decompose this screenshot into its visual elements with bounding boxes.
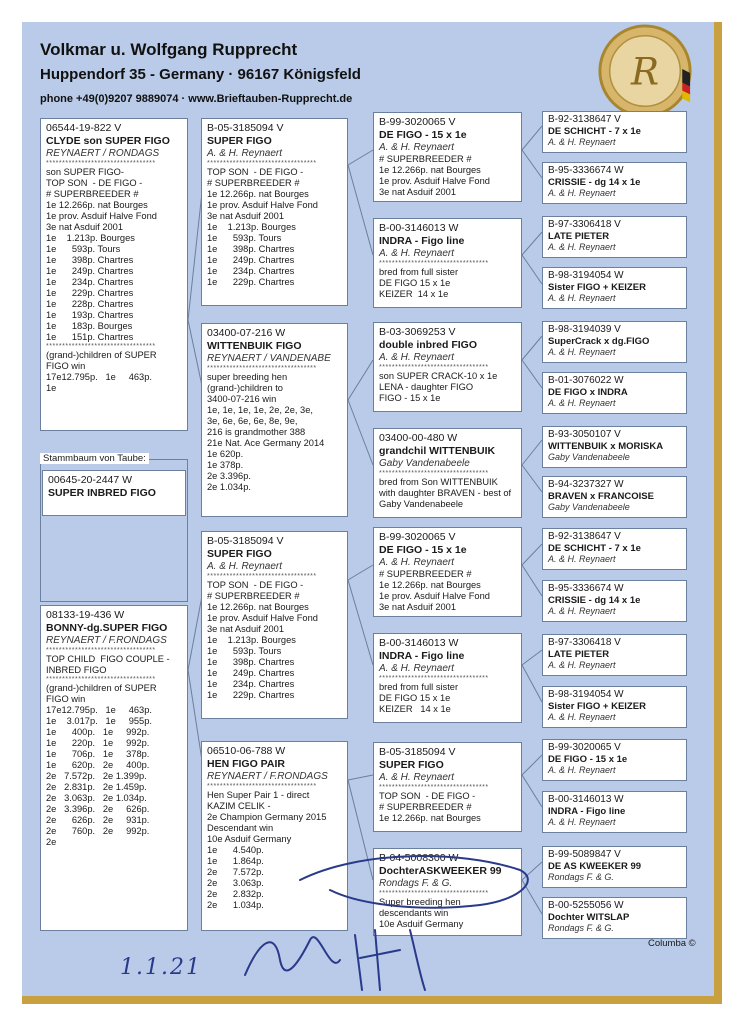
pigeon-info: TOP SON - DE FIGO - # SUPERBREEDER # 1e 12.266p. nat Bourges bbox=[379, 791, 481, 823]
pigeon-name: WITTENBUIK x MORISKA bbox=[548, 441, 664, 452]
breeder-line: A. & H. Reynaert bbox=[548, 712, 616, 722]
breeder-name: Volkmar u. Wolfgang Rupprecht bbox=[40, 40, 298, 59]
separator: ********************************** bbox=[379, 364, 489, 371]
breeder-line: A. & H. Reynaert bbox=[548, 765, 616, 775]
breeder-line: Gaby Vandenabeele bbox=[548, 502, 630, 512]
breeder-line: A. & H. Reynaert bbox=[379, 248, 455, 259]
pigeon-info: bred from Son WITTENBUIK with daughter BRAVEN - best of Gaby Vandenabeele bbox=[379, 477, 512, 509]
pigeon-name: DE FIGO - 15 x 1e bbox=[548, 754, 628, 765]
ring-number: B-00-5255056 W bbox=[548, 900, 624, 911]
breeder-contact: phone +49(0)9207 9889074 · www.Brieftauben-Rupprecht.de bbox=[40, 93, 353, 105]
ring-number: 08133-19-436 W bbox=[46, 609, 125, 621]
ring-number: B-05-3185094 V bbox=[207, 122, 284, 134]
pigeon-name: DE FIGO x INDRA bbox=[548, 387, 628, 398]
ring-number: B-92-3138647 V bbox=[548, 531, 621, 542]
pigeon-name: CRISSIE - dg 14 x 1e bbox=[548, 595, 641, 606]
pigeon-name: double inbred FIGO bbox=[379, 339, 477, 351]
breeder-line: Rondags F. & G. bbox=[379, 878, 453, 889]
breeder-line: Rondags F. & G. bbox=[548, 923, 614, 933]
separator: ********************************** bbox=[379, 675, 489, 682]
breeder-line: A. & H. Reynaert bbox=[548, 554, 616, 564]
breeder-line: A. & H. Reynaert bbox=[207, 148, 283, 159]
ring-number: B-05-3185094 V bbox=[207, 535, 284, 547]
separator: ********************************** bbox=[46, 343, 156, 350]
breeder-line: REYNAERT / F.RONDAGS bbox=[207, 771, 328, 782]
pigeon-info: Hen Super Pair 1 - direct KAZIM CELIK - 2e Champion Germany 2015 Descendant win 10e Asduif Germany 1e 4.540p. 1e 1.864p. 2e 7.572p. 2e 3.063p. 2e 2.832p. 2e 1.034p. bbox=[207, 790, 327, 910]
breeder-line: Gaby Vandenabeele bbox=[379, 458, 470, 469]
breeder-line: A. & H. Reynaert bbox=[548, 137, 616, 147]
ring-number: 03400-00-480 W bbox=[379, 432, 458, 444]
pigeon-info-2: (grand-)children of SUPER FIGO win 17e12.795p. 1e 463p. 1e 3.017p. 1e 955p. 1e 400p. 1e 992p. 1e 220p. 1e 992p. 1e 706p. 1e 378p. 1e 620p. 2e 400p. 2e 7.572p. 2e 1.399p. 2e 2.831p. 2e 1.459p. 2e 3.063p. 2e 1.034p. 2e 3.396p. 2e 626p. 2e 626p. 2e 931p. 2e 760p. 2e 992p. 2e bbox=[46, 683, 157, 847]
pigeon-name: DE AS KWEEKER 99 bbox=[548, 861, 642, 872]
breeder-line: REYNAERT / RONDAGS bbox=[46, 148, 160, 159]
breeder-address: Huppendorf 35 - Germany · 96167 Königsfeld bbox=[40, 66, 361, 83]
separator: ********************************** bbox=[379, 784, 489, 791]
pigeon-name: DE FIGO - 15 x 1e bbox=[379, 544, 467, 556]
ring-number: B-99-3020065 V bbox=[379, 116, 456, 128]
ring-number: B-99-3020065 V bbox=[548, 742, 621, 753]
breeder-line: A. & H. Reynaert bbox=[379, 557, 455, 568]
pigeon-name: Sister FIGO + KEIZER bbox=[548, 701, 646, 712]
ring-number: B-00-3146013 W bbox=[379, 222, 459, 234]
separator: ********************************** bbox=[207, 160, 317, 167]
breeder-line: REYNAERT / VANDENABE bbox=[207, 353, 331, 364]
breeder-line: A. & H. Reynaert bbox=[379, 663, 455, 674]
pigeon-name: DE SCHICHT - 7 x 1e bbox=[548, 126, 641, 137]
breeder-line: A. & H. Reynaert bbox=[379, 142, 455, 153]
ring-number: 06544-19-822 V bbox=[46, 122, 122, 134]
breeder-line: A. & H. Reynaert bbox=[548, 242, 616, 252]
pigeon-name: SUPER INBRED FIGO bbox=[48, 487, 156, 499]
breeder-line: A. & H. Reynaert bbox=[548, 293, 616, 303]
ring-number: B-04-5008300 W bbox=[379, 852, 459, 864]
breeder-line: Rondags F. & G. bbox=[548, 872, 614, 882]
breeder-line: A. & H. Reynaert bbox=[379, 352, 455, 363]
pigeon-info: bred from full sister DE FIGO 15 x 1e KEIZER 14 x 1e bbox=[379, 682, 459, 714]
separator: ********************************** bbox=[46, 676, 156, 683]
pigeon-name: BONNY-dg.SUPER FIGO bbox=[46, 622, 168, 634]
separator: ********************************** bbox=[207, 365, 317, 372]
separator: ********************************** bbox=[46, 160, 156, 167]
pigeon-name: INDRA - Figo line bbox=[548, 806, 626, 817]
ring-number: B-03-3069253 V bbox=[379, 326, 456, 338]
pigeon-info: son SUPER CRACK-10 x 1e LENA - daughter FIGO FIGO - 15 x 1e bbox=[379, 371, 498, 403]
pigeon-name: DE SCHICHT - 7 x 1e bbox=[548, 543, 641, 554]
ring-number: B-01-3076022 W bbox=[548, 375, 624, 386]
stammbaum-label: Stammbaum von Taube: bbox=[40, 453, 149, 464]
breeder-line: A. & H. Reynaert bbox=[548, 398, 616, 408]
ring-number: 06510-06-788 W bbox=[207, 745, 286, 757]
ring-number: B-94-3237327 W bbox=[548, 479, 624, 490]
breeder-line: Gaby Vandenabeele bbox=[548, 452, 630, 462]
breeder-line: A. & H. Reynaert bbox=[548, 347, 616, 357]
pigeon-info: Super breeding hen descendants win 10e Asduif Germany bbox=[379, 897, 464, 929]
pigeon-name: LATE PIETER bbox=[548, 649, 610, 660]
separator: ********************************** bbox=[207, 573, 317, 580]
pigeon-name: DE FIGO - 15 x 1e bbox=[379, 129, 467, 141]
breeder-line: A. & H. Reynaert bbox=[379, 772, 455, 783]
ring-number: B-93-3050107 V bbox=[548, 429, 621, 440]
ring-number: B-05-3185094 V bbox=[379, 746, 456, 758]
pigeon-info: TOP CHILD FIGO COUPLE - INBRED FIGO bbox=[46, 654, 170, 675]
pigeon-name: CLYDE son SUPER FIGO bbox=[46, 135, 170, 147]
pigeon-name: SUPER FIGO bbox=[207, 548, 272, 560]
breeder-line: A. & H. Reynaert bbox=[207, 561, 283, 572]
pigeon-name: DochterASKWEEKER 99 bbox=[379, 865, 502, 877]
pigeon-name: grandchil WITTENBUIK bbox=[379, 445, 496, 457]
handwritten-date: 1.1.21 bbox=[120, 955, 202, 980]
pigeon-name: INDRA - Figo line bbox=[379, 235, 465, 247]
ring-number: B-98-3194054 W bbox=[548, 270, 624, 281]
breeder-line: A. & H. Reynaert bbox=[548, 188, 616, 198]
ring-number: B-95-3336674 W bbox=[548, 583, 624, 594]
pigeon-name: Dochter WITSLAP bbox=[548, 912, 630, 923]
columba-brand: Columba © bbox=[648, 938, 696, 949]
pigeon-name: BRAVEN x FRANCOISE bbox=[548, 491, 654, 502]
ring-number: B-00-3146013 W bbox=[548, 794, 624, 805]
ring-number: B-92-3138647 V bbox=[548, 114, 621, 125]
pigeon-name: SUPER FIGO bbox=[207, 135, 272, 147]
breeder-line: A. & H. Reynaert bbox=[548, 817, 616, 827]
pigeon-name: LATE PIETER bbox=[548, 231, 610, 242]
separator: ********************************** bbox=[379, 890, 489, 897]
ring-number: 03400-07-216 W bbox=[207, 327, 286, 339]
pigeon-info: # SUPERBREEDER # 1e 12.266p. nat Bourges 1e prov. Asduif Halve Fond 3e nat Asduif 2001 bbox=[379, 569, 490, 612]
pigeon-name: CRISSIE - dg 14 x 1e bbox=[548, 177, 641, 188]
breeder-line: A. & H. Reynaert bbox=[548, 660, 616, 670]
ring-number: B-99-5089847 V bbox=[548, 849, 621, 860]
pigeon-name: WITTENBUIK FIGO bbox=[207, 340, 302, 352]
pigeon-info: # SUPERBREEDER # 1e 12.266p. nat Bourges 1e prov. Asduif Halve Fond 3e nat Asduif 2001 bbox=[379, 154, 490, 197]
ring-number: B-98-3194054 W bbox=[548, 689, 624, 700]
ring-number: B-95-3336674 W bbox=[548, 165, 624, 176]
pigeon-info: bred from full sister DE FIGO 15 x 1e KEIZER 14 x 1e bbox=[379, 267, 459, 299]
pigeon-info: TOP SON - DE FIGO - # SUPERBREEDER # 1e 12.266p. nat Bourges 1e prov. Asduif Halve Fond 3e nat Asduif 2001 1e 1.213p. Bourges 1e 593p. Tours 1e 398p. Chartres 1e 249p. Chartres 1e 234p. Chartres 1e 229p. Chartres bbox=[207, 580, 318, 700]
separator: ********************************** bbox=[46, 647, 156, 654]
logo-letter: R bbox=[630, 49, 660, 94]
ring-number: B-97-3306418 V bbox=[548, 219, 621, 230]
separator: ********************************** bbox=[379, 260, 489, 267]
pigeon-name: HEN FIGO PAIR bbox=[207, 758, 285, 770]
ring-number: B-97-3306418 V bbox=[548, 637, 621, 648]
separator: ********************************** bbox=[379, 470, 489, 477]
pigeon-name: SUPER FIGO bbox=[379, 759, 444, 771]
pigeon-name: Sister FIGO + KEIZER bbox=[548, 282, 646, 293]
breeder-line: A. & H. Reynaert bbox=[548, 606, 616, 616]
pigeon-info: son SUPER FIGO- TOP SON - DE FIGO - # SUPERBREEDER # 1e 12.266p. nat Bourges 1e prov. Asduif Halve Fond 3e nat Asduif 2001 1e 1.213p. Bourges 1e 593p. Tours 1e 398p. Chartres 1e 249p. Chartres 1e 234p. Chartres 1e 229p. Chartres 1e 228p. Chartres 1e 193p. Chartres 1e 183p. Bourges 1e 151p. Chartres bbox=[46, 167, 157, 342]
ring-number: 00645-20-2447 W bbox=[48, 474, 133, 486]
ring-number: B-00-3146013 W bbox=[379, 637, 459, 649]
ring-number: B-98-3194039 V bbox=[548, 324, 621, 335]
pigeon-info-2: (grand-)children of SUPER FIGO win 17e12.795p. 1e 463p. 1e bbox=[46, 350, 157, 393]
pigeon-info: TOP SON - DE FIGO - # SUPERBREEDER # 1e 12.266p. nat Bourges 1e prov. Asduif Halve Fond 3e nat Asduif 2001 1e 1.213p. Bourges 1e 593p. Tours 1e 398p. Chartres 1e 249p. Chartres 1e 234p. Chartres 1e 229p. Chartres bbox=[207, 167, 318, 287]
pigeon-info: super breeding hen (grand-)children to 3400-07-216 win 1e, 1e, 1e, 1e, 2e, 2e, 3e, 3e, 6e, 6e, 6e, 8e, 9e, 216 is grandmother 388 21e Nat. Ace Germany 2014 1e 620p. 1e 378p. 2e 3.396p. 2e 1.034p. bbox=[207, 372, 325, 492]
pigeon-name: INDRA - Figo line bbox=[379, 650, 465, 662]
ring-number: B-99-3020065 V bbox=[379, 531, 456, 543]
separator: ********************************** bbox=[207, 783, 317, 790]
pigeon-name: SuperCrack x dg.FIGO bbox=[548, 336, 650, 347]
breeder-line: REYNAERT / F.RONDAGS bbox=[46, 635, 167, 646]
